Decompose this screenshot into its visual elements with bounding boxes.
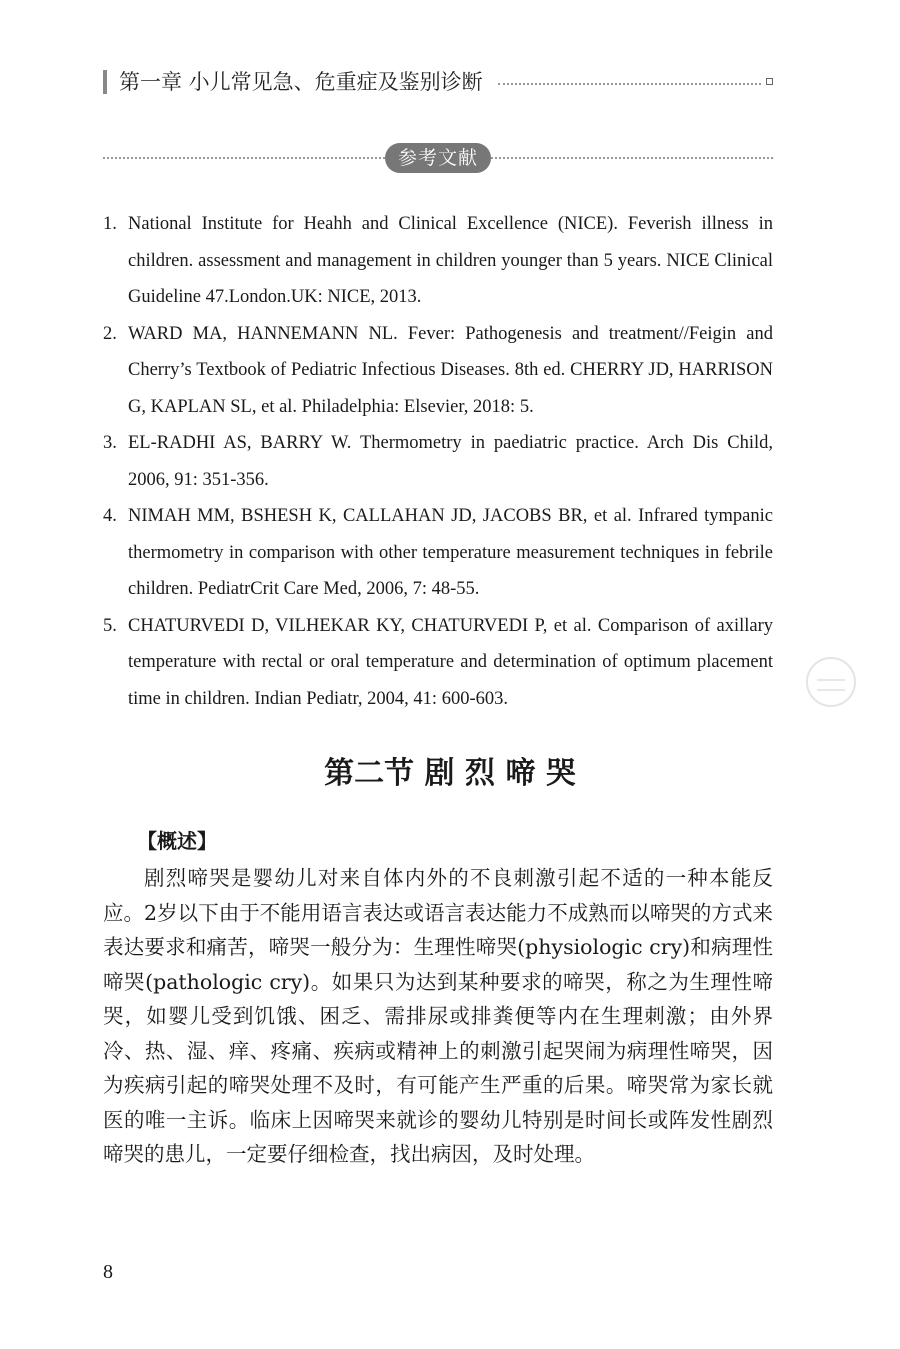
reference-number: 4.	[103, 506, 117, 526]
reference-text: CHATURVEDI D, VILHEKAR KY, CHATURVEDI P, et al. Comparison of axillary temperature with rectal or oral temperature and determination of optimum placement time in children. Indian Pediatr, 2004, 41: 600-603.	[128, 615, 773, 709]
chapter-title: 第一章 小儿常见急、危重症及鉴别诊断	[119, 70, 483, 94]
reference-text: EL-RADHI AS, BARRY W. Thermometry in paediatric practice. Arch Dis Child, 2006, 91: 351-356.	[128, 433, 773, 490]
publisher-watermark-icon	[806, 657, 856, 707]
reference-text: NIMAH MM, BSHESH K, CALLAHAN JD, JACOBS BR, et al. Infrared tympanic thermometry in comparison with other temperature measurement techniques in febrile children. PediatrCrit Care Med, 2006, 7: 48-55.	[128, 506, 773, 599]
reference-number: 5.	[103, 615, 117, 636]
overview-paragraph: 剧烈啼哭是婴幼儿对来自体内外的不良刺激引起不适的一种本能反应。2岁以下由于不能用语言表达或语言表达能力不成熟而以啼哭的方式来表达要求和痛苦，啼哭一般分为：生理性啼哭(physiologic cry)和病理性啼哭(pathologic cry)。如果只为达到某种要求的啼哭，称之为生理性啼哭，如婴儿受到饥饿、困乏、需排尿或排粪便等内在生理刺激；由外界冷、热、湿、痒、疼痛、疾病或精神上的刺激引起哭闹为病理性啼哭，因为疾病引起的啼哭处理不及时，有可能产生严重的后果。啼哭常为家长就医的唯一主诉。临床上因啼哭来就诊的婴幼儿特别是时间长或阵发性剧烈啼哭的患儿，一定要仔细检查，找出病因，及时处理。	[103, 866, 773, 1166]
reference-text: National Institute for Heahh and Clinical Excellence (NICE). Feverish illness in children. assessment and management in children younger than 5 years. NICE Clinical Guideline 47.London.UK: NICE, 2013.	[128, 214, 773, 307]
section-title: 第二节 剧 烈 啼 哭	[324, 756, 576, 791]
overview-heading: 【概述】	[137, 829, 217, 853]
running-header	[103, 66, 773, 102]
reference-text: WARD MA, HANNEMANN NL. Fever: Pathogenesis and treatment//Feigin and Cherry’s Textbook of Pediatric Infectious Diseases. 8th ed. CHERRY JD, HARRISON G, KAPLAN SL, et al. Philadelphia: Elsevier, 2018: 5.	[128, 323, 773, 417]
reference-number: 2.	[103, 323, 117, 344]
dotted-rule-left	[103, 157, 385, 159]
header-square-ornament	[766, 78, 773, 85]
reference-number: 1.	[103, 214, 117, 234]
header-dotted-rule	[498, 83, 761, 85]
reference-item	[103, 206, 773, 316]
reference-item	[103, 498, 773, 608]
references-heading-divider	[103, 142, 773, 174]
dotted-rule-right	[491, 157, 773, 159]
reference-item	[103, 316, 773, 426]
reference-number: 3.	[103, 433, 117, 453]
header-marker-bar	[103, 70, 107, 94]
references-heading: 参考文献	[385, 143, 491, 173]
reference-item	[103, 608, 773, 718]
reference-item	[103, 425, 773, 498]
references-list	[103, 206, 773, 717]
page-number: 8	[103, 1261, 113, 1283]
